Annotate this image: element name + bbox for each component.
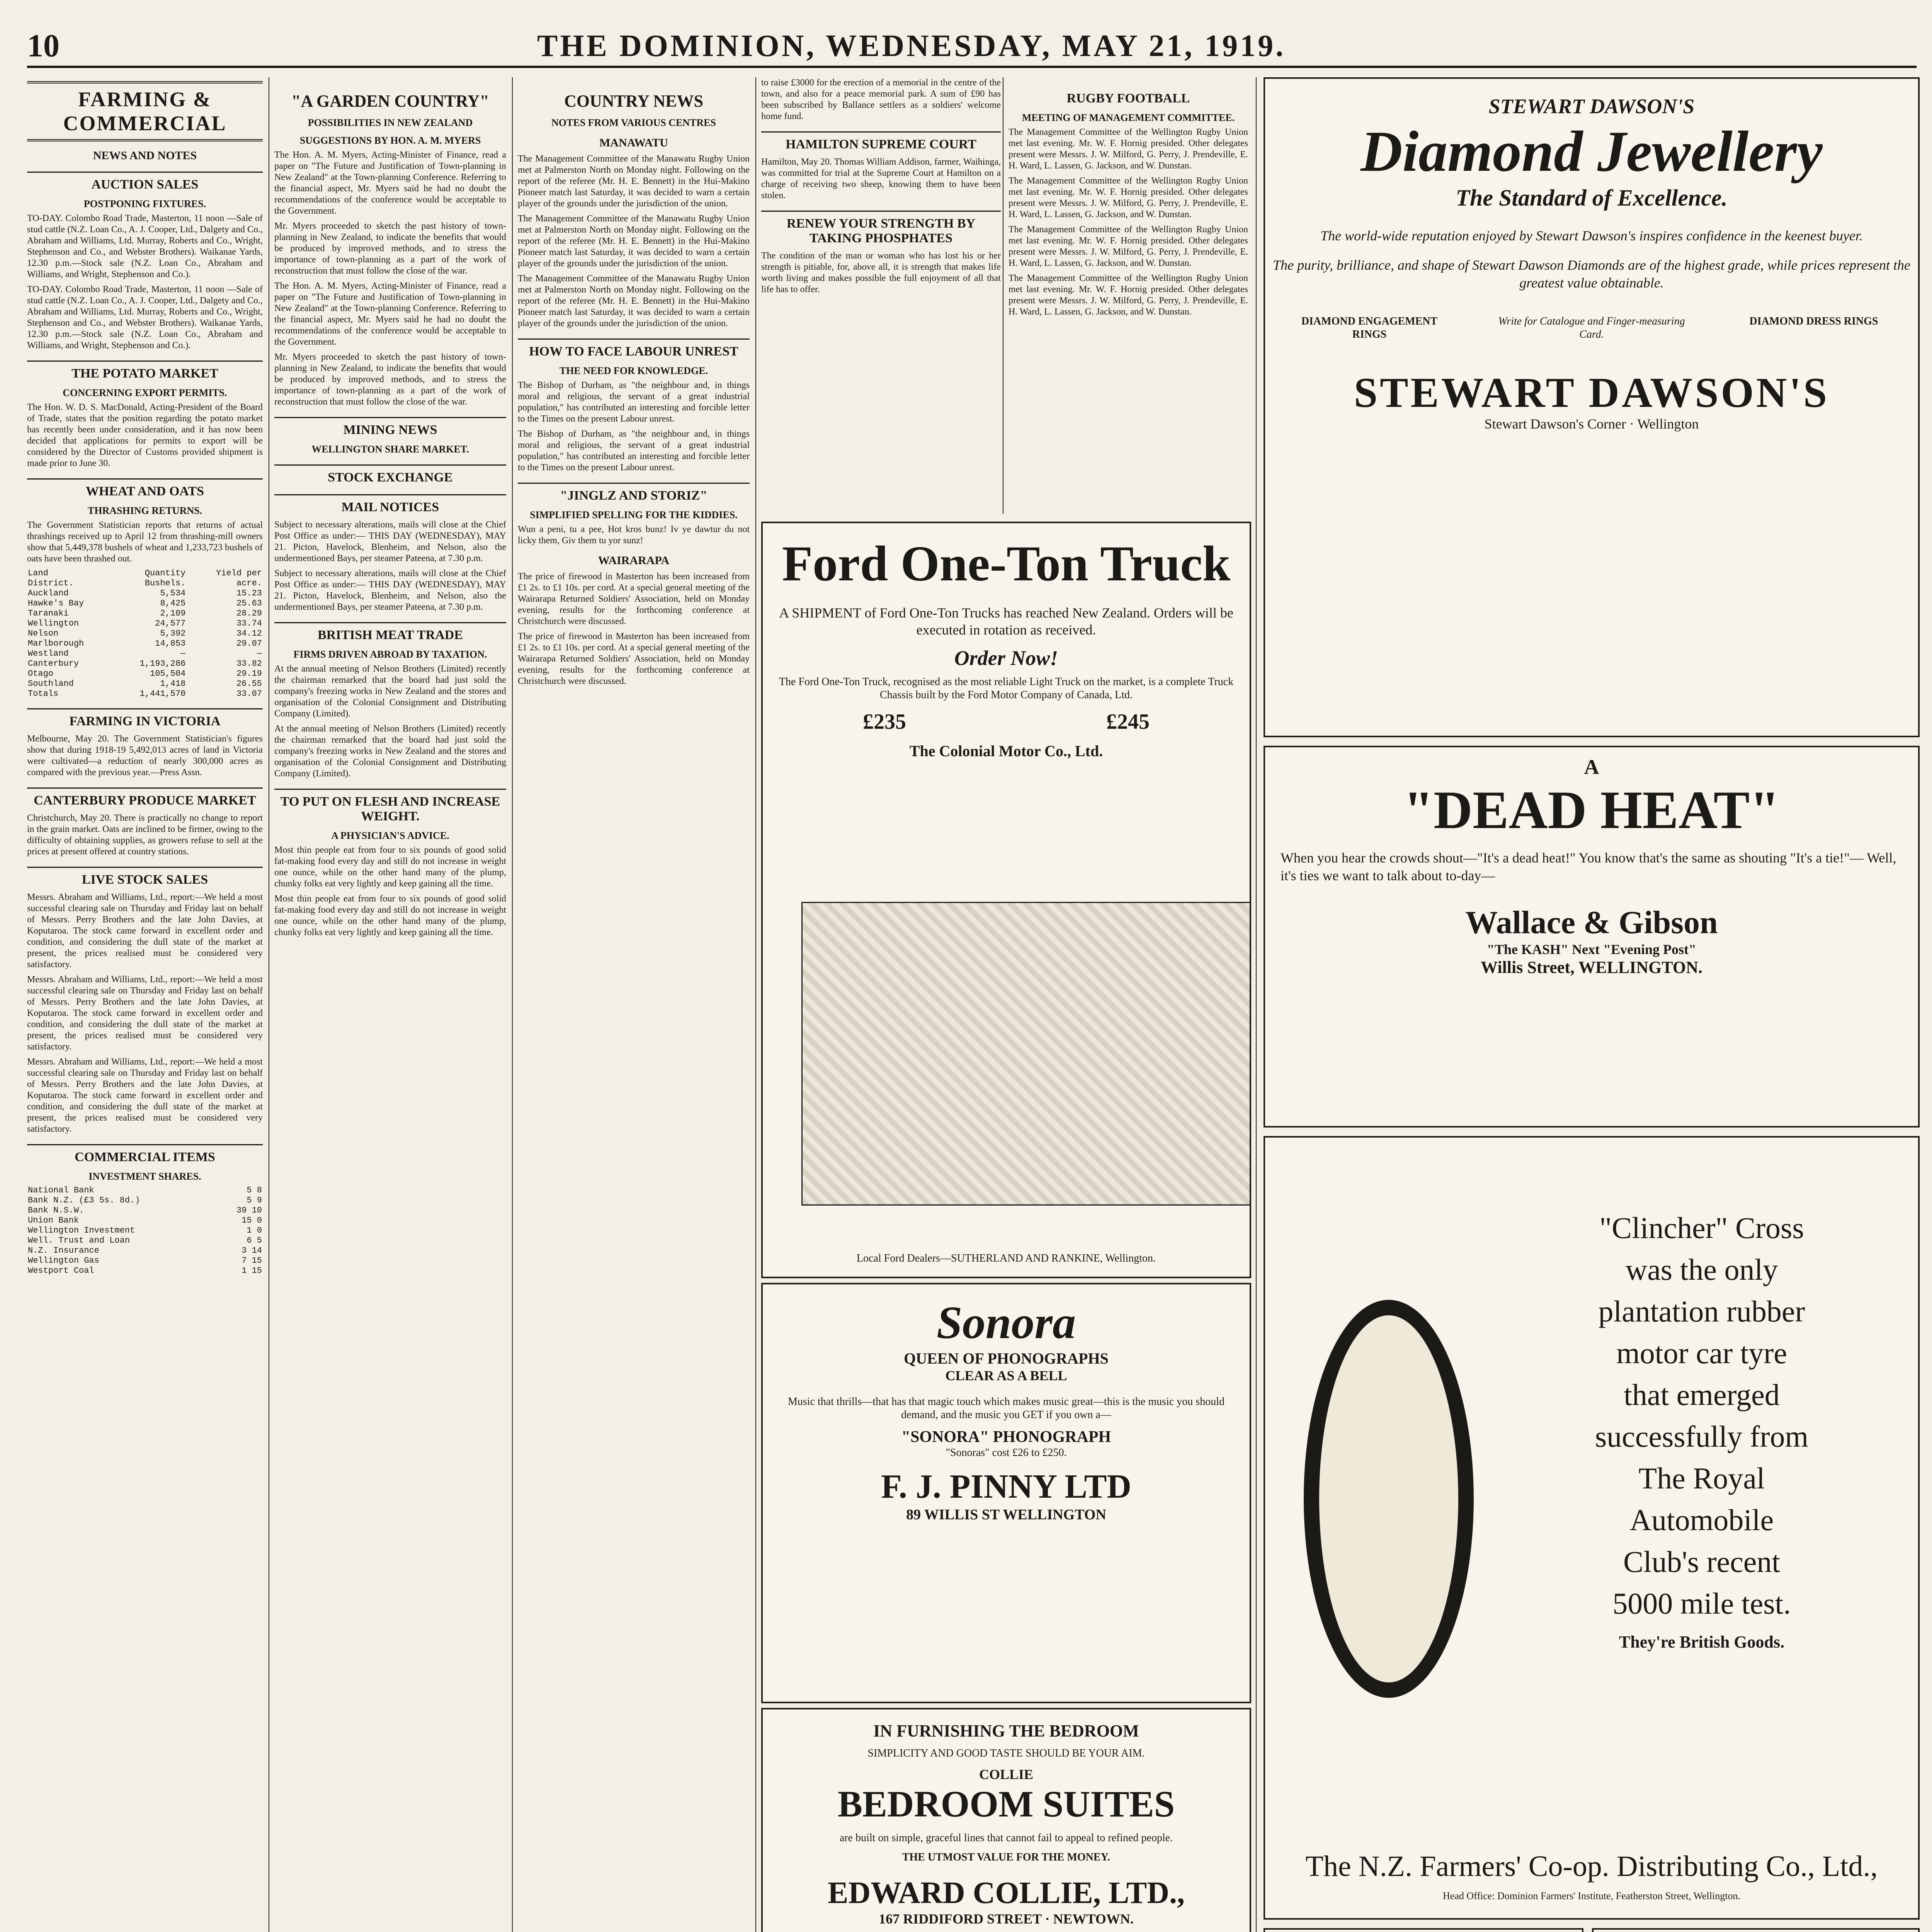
table-cell: N.Z. Insurance [28,1246,99,1255]
table-cell: 5,534 [160,588,186,598]
commercial-heading: COMMERCIAL ITEMS [27,1144,263,1165]
wheat-table-row [27,689,263,699]
shares-table-row [27,1236,263,1246]
table-cell: 7 15 [242,1256,262,1265]
table-cell: 3 14 [242,1246,262,1255]
stock-heading: STOCK EXCHANGE [274,464,506,485]
table-cell: Canterbury [28,659,79,668]
stewart-tagline: The Standard of Excellence. [1456,185,1728,211]
clincher-line-1: "Clincher" Cross [1599,1211,1804,1245]
shares-table-row [27,1246,263,1256]
manawatu-body-repeat: The Management Committee of the Manawatu Rugby Union met at Palmerston North on Monday night. Following on the report of the referee (Mr. H. E. Bennett) in the Hui-Makino Pioneer match last Saturday, it was decided to warn a certain player of the grounds under the jurisdiction of the union. [518,214,750,269]
tyre-illustration [1304,1300,1474,1698]
column-garden [274,77,506,1932]
table-cell: 26.55 [236,679,262,689]
table-cell: 33.82 [236,659,262,668]
table-cell: 15 0 [242,1216,262,1225]
auction-body-repeat: TO-DAY. Colombo Road Trade, Masterton, 11 noon —Sale of stud cattle (N.Z. Loan Co., A. J. Cooper, Ltd., Dalgety and Co., Abraham and Williams, Ltd. Murray, Roberts and Co., Wright, Stephenson and Co., and Webster Brothers). Waikanae Yards, 12.30 p.m.—Stock sale (N.Z. Loan Co., Abraham and Williams, and Wright, Stephenson and Co.). [27,284,263,350]
british-subheading: FIRMS DRIVEN ABROAD BY TAXATION. [293,649,487,660]
sonora-brand: Sonora [936,1297,1076,1348]
table-cell: 5 9 [247,1196,262,1205]
stewart-footer-brand: STEWART DAWSON'S [1354,369,1830,416]
stewart-rings-row [1265,292,1918,341]
flesh-heading: TO PUT ON FLESH AND INCREASE WEIGHT. [274,789,506,824]
deadheat-pre: A [1584,755,1599,779]
table-cell: Westport Coal [28,1266,94,1276]
deadheat-brand: Wallace & Gibson [1465,905,1718,940]
sonora-address: 89 WILLIS ST WELLINGTON [906,1507,1106,1523]
table-cell: 2,109 [160,609,186,618]
mail-body: Subject to necessary alterations, mails will close at the Chief Post Office as under:— THIS DAY (WEDNESDAY), MAY 21. Picton, Havelock, Blenheim, and Nelson, also the undermentioned Bays, per steamer Pateena, at 7.30 p.m. [274,520,506,563]
wheat-table-row [27,629,263,639]
page-number: 10 [27,28,60,64]
renew-body: The condition of the man or woman who has lost his or her strength is pitiable, for, above all, it is strength that makes life worth living and makes possible the full enjoyment of all that life has to offer. [761,251,1001,294]
sonora-ad [761,1283,1251,1703]
section-title: FARMING & COMMERCIAL [27,81,263,141]
table-cell [215,1266,218,1276]
bedroom-company: EDWARD COLLIE, LTD., [828,1876,1185,1910]
table-cell: 15.23 [236,588,262,598]
canterbury-heading: CANTERBURY PRODUCE MARKET [27,787,263,808]
wheat-table-row [27,639,263,649]
table-cell: Well. Trust and Loan [28,1236,130,1245]
table-cell: 39 10 [236,1206,262,1215]
pedley-ad [1592,1928,1920,1932]
insurance-ad [1264,1928,1583,1932]
rugby-body: The Management Committee of the Wellington Rugby Union met last evening. Mr. W. F. Hornig presided. Other delegates present were Messrs. J. W. Milford, G. Perry, J. Prendeville, E. H. Ward, L. Lassen, G. Jackson, and W. Dunstan. [1009,127,1248,171]
rugby-body-repeat: The Management Committee of the Wellington Rugby Union met last evening. Mr. W. F. Hornig presided. Other delegates present were Messrs. J. W. Milford, G. Perry, J. Prendeville, E. H. Ward, L. Lassen, G. Jackson, and W. Dunstan. [1009,176,1248,219]
clincher-line-6: successfully from [1595,1420,1809,1453]
table-cell: 1 15 [242,1266,262,1276]
sonora-dealer: F. J. PINNY LTD [881,1468,1131,1505]
stewart-brand: STEWART DAWSON'S [1488,95,1695,118]
auction-subheading: POSTPONING FIXTURES. [83,198,206,209]
table-cell: Bank N.Z. (£3 5s. 8d.) [28,1196,140,1205]
ford-dealer: Local Ford Dealers—SUTHERLAND AND RANKINE, Wellington. [856,1252,1156,1264]
manawatu-heading: MANAWATU [599,136,668,149]
wheat-table [27,568,263,699]
clincher-ad [1264,1136,1920,1920]
table-cell: 1,441,570 [139,689,186,699]
stewart-headline: Diamond Jewellery [1361,119,1823,184]
column-country [518,77,750,1932]
table-cell [215,1185,218,1196]
table-cell [215,1206,218,1216]
stewart-footer-address: Stewart Dawson's Corner · Wellington [1484,416,1699,432]
livestock-body-repeat-2: Messrs. Abraham and Williams, Ltd., report:—We held a most successful clearing sale on Thursday and Friday last on behalf of Messrs. Perry Brothers and the late John Davies, at Koputaroa. The stock came forward in excellent order and condition, and considering the dull state of the market at present, the prices realised must be considered very satisfactory. [27,1057,263,1134]
wairarapa-body-repeat: The price of firewood in Masterton has been increased from £1 2s. to £1 10s. per cord. At a special general meeting of the Wairarapa Returned Soldiers' Association, held on Monday evening, results for the forthcoming conference at Christchurch were discussed. [518,631,750,686]
table-cell: Wellington [28,619,79,628]
sonora-product: "SONORA" PHONOGRAPH [901,1428,1111,1446]
clincher-line-8: Automobile [1629,1503,1774,1537]
ford-headline: Ford One-Ton Truck [782,536,1231,592]
british-body: At the annual meeting of Nelson Brothers (Limited) recently the chairman remarked that the board had just sold the company's freezing works in New Zealand and the stores and organisation of the Colonial Consignment and Distributing Company (Limited). [274,664,506,719]
deadheat-tagline: "The KASH" Next "Evening Post" [1487,942,1696,957]
bedroom-brand: COLLIE [979,1767,1034,1782]
clincher-line-4: motor car tyre [1616,1336,1787,1370]
table-cell: Yield per acre. [216,568,262,588]
table-cell: Wellington Gas [28,1256,99,1265]
stewart-left-label: DIAMOND ENGAGEMENT RINGS [1301,315,1438,340]
column-farming [27,77,263,1932]
labour-subheading: THE NEED FOR KNOWLEDGE. [559,365,708,376]
wheat-table-row [27,568,263,588]
table-cell: — [257,649,262,658]
table-cell: 14,853 [155,639,186,648]
table-cell: Nelson [28,629,59,638]
victoria-body: Melbourne, May 20. The Government Statistician's figures show that during 1918-19 5,492,013 acres of land in Victoria were cultivated—a reduction of nearly 300,000 acres as compared with the previous year.—Press Assn. [27,734,263,777]
garden-section: SUGGESTIONS BY HON. A. M. MYERS [299,135,481,146]
stewart-center-label: Write for Catalogue and Finger-measuring Card. [1498,315,1685,340]
table-cell: Bank N.S.W. [28,1206,84,1215]
rugby-body-repeat-2: The Management Committee of the Wellington Rugby Union met last evening. Mr. W. F. Hornig presided. Other delegates present were Messrs. J. W. Milford, G. Perry, J. Prendeville, E. H. Ward, L. Lassen, G. Jackson, and W. Dunstan. [1009,224,1248,268]
hamilton-heading: HAMILTON SUPREME COURT [761,131,1001,152]
victoria-heading: FARMING IN VICTORIA [27,708,263,729]
stewart-body: The world-wide reputation enjoyed by Stewart Dawson's inspires confidence in the keenest buyer. [1320,228,1863,243]
table-cell: Union Bank [28,1216,79,1225]
table-cell: Hawke's Bay [28,599,84,608]
table-cell: 5 8 [247,1185,262,1195]
table-cell [215,1246,218,1256]
clincher-line-9: Club's recent [1623,1545,1781,1578]
wheat-table-row [27,609,263,619]
table-cell: Southland [28,679,74,689]
table-cell: — [180,649,186,658]
table-cell: 5,392 [160,629,186,638]
bedroom-sub: SIMPLICITY AND GOOD TASTE SHOULD BE YOUR AIM. [867,1747,1145,1759]
mining-heading: MINING NEWS [274,417,506,437]
rugby-subheading: MEETING OF MANAGEMENT COMMITTEE. [1022,112,1235,123]
bedroom-ad [761,1708,1251,1932]
wheat-table-row [27,669,263,679]
clincher-tag: They're British Goods. [1619,1633,1785,1651]
rugby-heading: RUGBY FOOTBALL [1066,91,1190,105]
ford-prices [763,709,1250,734]
livestock-body: Messrs. Abraham and Williams, Ltd., report:—We held a most successful clearing sale on Thursday and Friday last on behalf of Messrs. Perry Brothers and the late John Davies, at Koputaroa. The stock came forward in excellent order and condition, and considering the dull state of the market at present, the prices realised must be considered very satisfactory. [27,892,263,969]
shares-table [27,1185,263,1276]
renew-heading: RENEW YOUR STRENGTH BY TAKING PHOSPHATES [761,211,1001,246]
clincher-line-3: plantation rubber [1598,1294,1805,1328]
section-subtitle: NEWS AND NOTES [93,149,197,162]
table-cell: 33.07 [236,689,262,699]
column-rule [512,77,513,1932]
auction-heading: AUCTION SALES [27,172,263,192]
mining-subheading: WELLINGTON SHARE MARKET. [311,444,469,455]
flesh-body: Most thin people eat from four to six pounds of good solid fat-making food every day and still do not increase in weight one ounce, while on the other hand many of the plump, chunky folks eat very lightly and keep gaining all the time. [274,845,506,889]
garden-body-1: The Hon. A. M. Myers, Acting-Minister of Finance, read a paper on "The Future and Justification of Town-planning in New Zealand" at the Town-planning Conference. Referring to the financial aspect, Mr. Myers said he had no doubt the recommendations of the conference would be acceptable to the Government. [274,150,506,216]
shares-table-row [27,1256,263,1266]
shares-table-row [27,1196,263,1206]
rugby-body-repeat-3: The Management Committee of the Wellington Rugby Union met last evening. Mr. W. F. Hornig presided. Other delegates present were Messrs. J. W. Milford, G. Perry, J. Prendeville, E. H. Ward, L. Lassen, G. Jackson, and W. Dunstan. [1009,273,1248,317]
table-cell: 24,577 [155,619,186,628]
garden-subheading: POSSIBILITIES IN NEW ZEALAND [308,117,473,128]
flesh-body-repeat: Most thin people eat from four to six pounds of good solid fat-making food every day and still do not increase in weight one ounce, while on the other hand many of the plump, chunky folks eat very lightly and keep gaining all the time. [274,894,506,937]
jingle-subheading: SIMPLIFIED SPELLING FOR THE KIDDIES. [530,509,738,520]
table-cell: 33.74 [236,619,262,628]
sonora-price: "Sonoras" cost £26 to £250. [946,1447,1067,1459]
table-cell: 1,193,286 [139,659,186,668]
table-cell: 28.29 [236,609,262,618]
jingle-heading: "JINGLZ AND STORIZ" [518,483,750,503]
deadheat-body: When you hear the crowds shout—"It's a dead heat!" You know that's the same as shouting "It's a tie!"— Well, it's ties we want to talk about to-day— [1281,850,1896,883]
bedroom-product: BEDROOM SUITES [837,1783,1175,1825]
clincher-line-5: that emerged [1624,1378,1780,1412]
ford-body: The Ford One-Ton Truck, recognised as the most reliable Light Truck on the market, is a complete Truck Chassis built by the Ford Motor Company of Canada, Ltd. [779,676,1234,701]
wairarapa-heading: WAIRARAPA [598,554,670,567]
table-cell [215,1226,218,1236]
clincher-footer [1265,1850,1918,1903]
shares-table-row [27,1185,263,1196]
table-cell [215,1236,218,1246]
table-cell: Land District. [28,568,74,588]
deadheat-address: Willis Street, WELLINGTON. [1481,958,1702,977]
newspaper-title: THE DOMINION, WEDNESDAY, MAY 21, 1919. [537,29,1286,63]
clincher-line-10: 5000 mile test. [1612,1587,1791,1620]
clincher-text-block [1497,1207,1906,1652]
jingle-poem: Wun a peni, tu a pee, Hot kros bunz! Iv ye dawtur du not licky them, Giv them tu yor sunz! [518,524,750,546]
truck-illustration [801,902,1251,1206]
livestock-body-repeat: Messrs. Abraham and Williams, Ltd., report:—We held a most successful clearing sale on Thursday and Friday last on behalf of Messrs. Perry Brothers and the late John Davies, at Koputaroa. The stock came forward in excellent order and condition, and considering the dull state of the market at present, the prices realised must be considered very satisfactory. [27,975,263,1052]
table-cell [215,1256,218,1266]
british-body-repeat: At the annual meeting of Nelson Brothers (Limited) recently the chairman remarked that the board had just sold the company's freezing works in New Zealand and the stores and organisation of the Colonial Consignment and Distributing Company (Limited). [274,724,506,779]
labour-body-repeat: The Bishop of Durham, as "the neighbour and, in things moral and religious, the servant of a great industrial population," has contributed an interesting and forcible letter to the Times on the present Labour unrest. [518,429,750,473]
manawatu-body: The Management Committee of the Manawatu Rugby Union met at Palmerston North on Monday night. Following on the report of the referee (Mr. H. E. Bennett) in the Hui-Makino Pioneer match last Saturday, it was decided to warn a certain player of the grounds under the jurisdiction of the union. [518,154,750,209]
table-cell: 29.07 [236,639,262,648]
table-cell: 1 0 [247,1226,262,1235]
table-cell: Westland [28,649,69,658]
clincher-company: The N.Z. Farmers' Co-op. Distributing Co., Ltd., [1305,1850,1878,1883]
country-subheading: NOTES FROM VARIOUS CENTRES [551,117,716,128]
livestock-heading: LIVE STOCK SALES [27,867,263,887]
ford-company: The Colonial Motor Co., Ltd. [909,742,1103,760]
sonora-sub: QUEEN OF PHONOGRAPHS [904,1350,1109,1367]
column-4-text [761,77,1001,514]
table-cell: 1,418 [160,679,186,689]
bedroom-title: IN FURNISHING THE BEDROOM [873,1721,1139,1740]
table-cell: 25.63 [236,599,262,608]
table-cell: Otago [28,669,54,679]
wheat-subheading: THRASHING RETURNS. [87,505,202,516]
table-cell: 29.19 [236,669,262,679]
hamilton-body: Hamilton, May 20. Thomas William Addison, farmer, Waihinga, was committed for trial at the Supreme Court at Hamilton on a charge of receiving two sheep, knowing them to have been stolen. [761,157,1001,201]
mail-heading: MAIL NOTICES [274,494,506,515]
wheat-body: The Government Statistician reports that returns of actual thrashings received up to April 12 from thrashing-mill owners show that 5,449,378 bushels of wheat and 1,233,723 bushels of oats have been thrashed out. [27,520,263,564]
wheat-table-row [27,588,263,599]
table-cell [215,1196,218,1206]
table-cell: 8,425 [160,599,186,608]
clincher-office: Head Office: Dominion Farmers' Institute, Featherston Street, Wellington. [1443,1890,1740,1901]
deadheat-headline: "DEAD HEAT" [1403,780,1780,840]
garden-body-3: The Hon. A. M. Myers, Acting-Minister of Finance, read a paper on "The Future and Justification of Town-planning in New Zealand" at the Town-planning Conference. Referring to the financial aspect, Mr. Myers said he had no doubt the recommendations of the conference would be acceptable to the Government. [274,281,506,347]
table-cell: Totals [28,689,59,699]
wheat-table-row [27,679,263,689]
clincher-line-2: was the only [1625,1253,1778,1286]
bedroom-body: are built on simple, graceful lines that cannot fail to appeal to refined people. [839,1832,1173,1844]
col4-top-body: to raise £3000 for the erection of a memorial in the centre of the town, and also for a peace memorial park. A sum of £90 has been subscribed by Ballance settlers as a soldiers' welcome home fund. [761,78,1001,121]
shares-table-row [27,1206,263,1216]
canterbury-body: Christchurch, May 20. There is practically no change to report in the grain market. Oats are inclined to be firmer, owing to the difficulty of obtaining supplies, as growers refuse to sell at the prices at present offered at country stations. [27,813,263,857]
flesh-subheading: A PHYSICIAN'S ADVICE. [331,830,449,841]
stewart-dawson-ad [1264,77,1920,737]
potato-subheading: CONCERNING EXPORT PERMITS. [63,387,227,398]
ford-price-2: £245 [1106,710,1150,734]
table-cell: 105,504 [150,669,186,679]
wheat-table-row [27,659,263,669]
ford-cta: Order Now! [954,646,1058,670]
mail-body-repeat: Subject to necessary alterations, mails will close at the Chief Post Office as under:— THIS DAY (WEDNESDAY), MAY 21. Picton, Havelock, Blenheim, and Nelson, also the undermentioned Bays, per steamer Pateena, at 7.30 p.m. [274,568,506,612]
garden-body-4: Mr. Myers proceeded to sketch the past history of town-planning in New Zealand, to indicate the benefits that would be produced by improved methods, and to stress the importance of town-planning as a part of the work of reconstruction that must follow the close of the war. [274,352,506,407]
garden-body-2: Mr. Myers proceeded to sketch the past history of town-planning in New Zealand, to indicate the benefits that would be produced by improved methods, and to stress the importance of town-planning as a part of the work of reconstruction that must follow the close of the war. [274,221,506,276]
table-cell: National Bank [28,1185,94,1195]
wheat-table-row [27,649,263,659]
wheat-table-row [27,619,263,629]
table-cell: Marlborough [28,639,84,648]
bedroom-value: THE UTMOST VALUE FOR THE MONEY. [902,1851,1111,1863]
shares-table-row [27,1216,263,1226]
column-rule [1256,77,1257,1932]
country-heading: COUNTRY NEWS [564,92,703,111]
ford-truck-ad [761,522,1251,1278]
column-rule [755,77,756,1932]
ford-lead: A SHIPMENT of Ford One-Ton Trucks has reached New Zealand. Orders will be executed in rotation as received. [779,605,1233,638]
bedroom-address: 167 RIDDIFORD STREET · NEWTOWN. [879,1911,1134,1927]
labour-body: The Bishop of Durham, as "the neighbour and, in things moral and religious, the servant of a great industrial population," has contributed an interesting and forcible letter to the Times on the present Labour unrest. [518,380,750,424]
stewart-right-label: DIAMOND DRESS RINGS [1749,315,1878,327]
wairarapa-body: The price of firewood in Masterton has been increased from £1 2s. to £1 10s. per cord. At a special general meeting of the Wairarapa Returned Soldiers' Association, held on Monday evening, results for the forthcoming conference at Christchurch were discussed. [518,571,750,626]
manawatu-body-repeat-2: The Management Committee of the Manawatu Rugby Union met at Palmerston North on Monday night. Following on the report of the referee (Mr. H. E. Bennett) in the Hui-Makino Pioneer match last Saturday, it was decided to warn a certain player of the grounds under the jurisdiction of the union. [518,274,750,328]
sonora-body: Music that thrills—that has that magic touch which makes music great—this is the music you should demand, and the music you GET if you own a— [788,1396,1225,1421]
table-cell: Quantity Bushels. [145,568,186,588]
labour-heading: HOW TO FACE LABOUR UNREST [518,338,750,359]
masthead [27,23,1917,68]
shares-table-row [27,1226,263,1236]
british-heading: BRITISH MEAT TRADE [274,622,506,643]
sonora-tag: CLEAR AS A BELL [945,1368,1067,1383]
stewart-body-2: The purity, brilliance, and shape of Stewart Dawson Diamonds are of the highest grade, while prices represent the greatest value obtainable. [1273,257,1910,291]
shares-table-row [27,1266,263,1276]
table-cell: 34.12 [236,629,262,638]
auction-body: TO-DAY. Colombo Road Trade, Masterton, 11 noon —Sale of stud cattle (N.Z. Loan Co., A. J. Cooper, Ltd., Dalgety and Co., Abraham and Williams, Ltd. Murray, Roberts and Co., Wright, Stephenson and Co., and Webster Brothers). Waikanae Yards, 12.30 p.m.—Stock sale (N.Z. Loan Co., Abraham and Williams, and Wright, Stephenson and Co.). [27,213,263,279]
clincher-line-7: The Royal [1638,1461,1765,1495]
table-cell: Wellington Investment [28,1226,135,1235]
table-cell: Taranaki [28,609,69,618]
ford-price-1: £235 [863,710,906,734]
dead-heat-ad [1264,746,1920,1128]
potato-body: The Hon. W. D. S. MacDonald, Acting-President of the Board of Trade, states that the position regarding the potato market has recently been under consideration, and it has now been decided that applications for permits to export will be considered by the Director of Customs provided shipment is made prior to June 30. [27,402,263,468]
wheat-heading: WHEAT AND OATS [27,478,263,499]
table-cell [215,1216,218,1226]
wheat-table-row [27,599,263,609]
commercial-subheading: INVESTMENT SHARES. [88,1171,201,1182]
table-cell: Auckland [28,588,69,598]
potato-heading: THE POTATO MARKET [27,361,263,381]
newspaper-page [27,23,1917,1932]
table-cell: 6 5 [247,1236,262,1245]
garden-heading: "A GARDEN COUNTRY" [291,92,489,111]
